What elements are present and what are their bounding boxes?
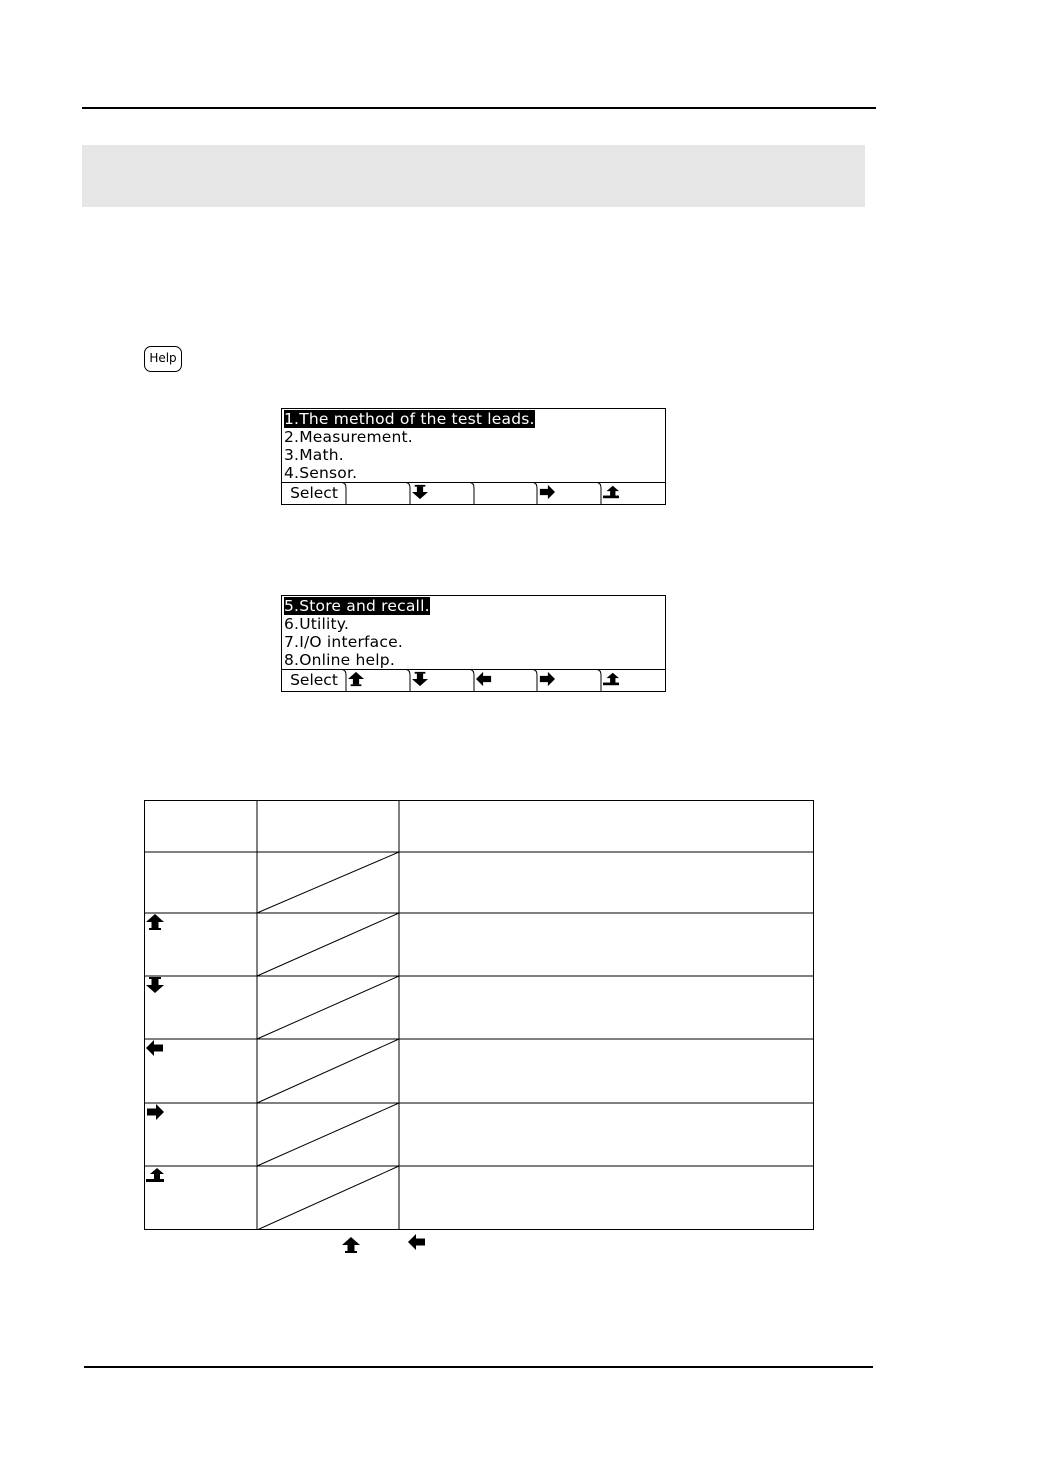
- left-arrow-icon: [406, 1233, 428, 1251]
- footer-rule: [84, 1366, 873, 1368]
- up-arrow-icon: [144, 913, 166, 931]
- right-arrow-icon: [537, 671, 557, 687]
- lcd-screen-page-1: [281, 408, 666, 505]
- return-icon: [144, 1166, 166, 1184]
- help-key-icon: Help: [144, 346, 182, 372]
- table-row-icon-cell: [144, 1103, 257, 1166]
- table-row-icon-cell: [144, 913, 257, 976]
- down-arrow-icon: [144, 976, 166, 994]
- table-row-icon-cell: [144, 852, 257, 913]
- lcd-menu-line: 1.The method of the test leads.: [284, 410, 535, 428]
- return-icon: [601, 671, 621, 687]
- lcd-screen-page-2: [281, 595, 666, 692]
- section-title-band: [82, 145, 865, 207]
- lcd-menu-line: 4.Sensor.: [284, 464, 358, 482]
- menu-description-table: [144, 800, 814, 1230]
- softkey-select[interactable]: Select: [290, 484, 338, 502]
- left-arrow-icon: [144, 1039, 166, 1057]
- up-arrow-icon: [340, 1236, 362, 1254]
- softkey-select[interactable]: Select: [290, 671, 338, 689]
- up-arrow-icon: [346, 671, 366, 687]
- softkey-bar: [282, 669, 665, 691]
- table-row-icon-cell: [144, 1039, 257, 1103]
- lcd-menu-line: 2.Measurement.: [284, 428, 413, 446]
- lcd-menu-line: 7.I/O interface.: [284, 633, 403, 651]
- note-left-arrow-icon: [406, 1233, 428, 1256]
- lcd-menu-line: 6.Utility.: [284, 615, 350, 633]
- table-row-icon-cell: [144, 1166, 257, 1230]
- header-rule: [82, 107, 876, 109]
- lcd-menu-lines: [284, 597, 430, 669]
- lcd-menu-line: 3.Math.: [284, 446, 344, 464]
- lcd-menu-lines: [284, 410, 535, 482]
- down-arrow-icon: [410, 484, 430, 500]
- down-arrow-icon: [410, 671, 430, 687]
- left-arrow-icon: [474, 671, 494, 687]
- note-up-arrow-icon: [340, 1236, 362, 1259]
- lcd-menu-line: 8.Online help.: [284, 651, 395, 669]
- lcd-menu-line: 5.Store and recall.: [284, 597, 430, 615]
- right-arrow-icon: [144, 1103, 166, 1121]
- right-arrow-icon: [537, 484, 557, 500]
- softkey-bar: [282, 482, 665, 504]
- table-row-icon-cell: [144, 976, 257, 1039]
- return-icon: [601, 484, 621, 500]
